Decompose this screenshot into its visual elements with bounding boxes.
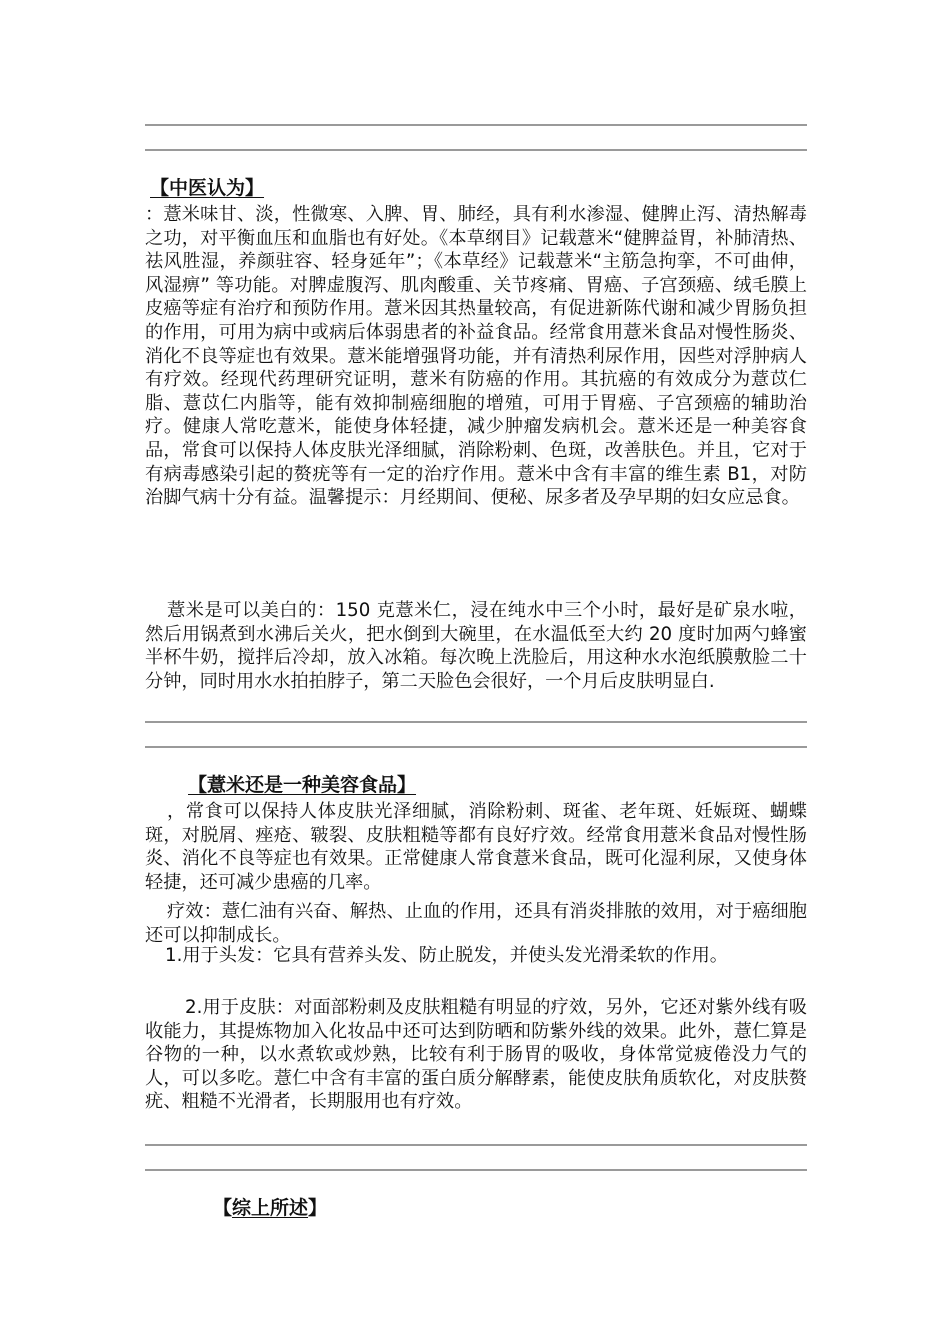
section-heading-beauty-text: 【薏米还是一种美容食品】 (188, 774, 417, 796)
divider-bottom-2 (145, 1169, 807, 1171)
paragraph-tcm-body: ：薏米味甘、淡，性微寒、入脾、胃、肺经，具有利水渗湿、健脾止泻、清热解毒之功，对平衡血压和血脂也有好处。《本草纲目》记载薏米“健脾益胃，补肺清热、祛风胜湿，养颜驻容、轻身延年”；《本草经》记载薏米“主筋急拘挛，不可曲伸，风湿痹” 等功能。对脾虚腹泻、肌肉酸重、关节疼痛、胃癌、子宫颈癌、绒毛膜上皮癌等症有治疗和预防作用。薏米因其热量较高，有促进新陈代谢和减少胃肠负担的作用，可用为病中或病后体弱患者的补益食品。经常食用薏米食品对慢性肠炎、消化不良等症也有效果。薏米能增强肾功能，并有清热利尿作用，因些对浮肿病人有疗效。经现代药理研究证明，薏米有防癌的作用。其抗癌的有效成分为薏苡仁脂、薏苡仁内脂等，能有效抑制癌细胞的增殖，可用于胃癌、子宫颈癌的辅助治疗。健康人常吃薏米，能使身体轻捷，减少肿瘤发病机会。薏米还是一种美容食品，常食可以保持人体皮肤光泽细腻，消除粉刺、色斑，改善肤色。并且，它对于有病毒感染引起的赘疣等有一定的治疗作用。薏米中含有丰富的维生素 B1，对防治脚气病十分有益。温馨提示：月经期间、便秘、尿多者及孕早期的妇女应忌食。 (145, 204, 807, 509)
paragraph-beauty-body: ，常食可以保持人体皮肤光泽细腻，消除粉刺、斑雀、老年斑、妊娠斑、蝴蝶斑，对脱屑、痤疮、皲裂、皮肤粗糙等都有良好疗效。经常食用薏米食品对慢性肠炎、消化不良等症也有效果。正常健康人常食薏米食品，既可化湿利尿，又使身体轻捷，还可减少患癌的几率。 (145, 801, 807, 893)
divider-middle-2 (145, 746, 807, 748)
divider-top-1 (145, 124, 807, 126)
section-heading-tcm-text: 【中医认为】 (150, 177, 265, 199)
paragraph-hair: 1.用于头发：它具有营养头发、防止脱发，并使头发光滑柔软的作用。 (165, 945, 728, 966)
section-heading-summary (213, 1196, 327, 1220)
paragraph-whitening: 薏米是可以美白的：150 克薏米仁，浸在纯水中三个小时，最好是矿泉水啦，然后用锅煮到水沸后关火，把水倒到大碗里，在水温低至大约 20 度时加两勺蜂蜜半杯牛奶，搅拌后冷却，放入冰箱。每次晚上洗脸后，用这种水水泡纸膜敷脸二十分钟，同时用水水拍拍脖子，第二天脸色会很好，一个月后皮肤明显白. (145, 600, 807, 692)
summary-bracket-open: 【 (213, 1197, 233, 1219)
section-heading-tcm (150, 176, 264, 200)
divider-middle-1 (145, 721, 807, 723)
divider-bottom-1 (145, 1144, 807, 1146)
paragraph-skin: 2.用于皮肤：对面部粉刺及皮肤粗糙有明显的疗效，另外，它还对紫外线有吸收能力，其提炼物加入化妆品中还可达到防晒和防紫外线的效果。此外，薏仁算是谷物的一种，以水煮软或炒熟，比较有利于肠胃的吸收，身体常觉疲倦没力气的人，可以多吃。薏仁中含有丰富的蛋白质分解酵素，能使皮肤角质软化，对皮肤赘疣、粗糙不光滑者，长期服用也有疗效。 (145, 997, 807, 1113)
paragraph-efficacy: 疗效：薏仁油有兴奋、解热、止血的作用，还具有消炎排脓的效用，对于癌细胞还可以抑制成长。 (145, 901, 807, 946)
summary-bracket-close: 】 (308, 1197, 328, 1219)
divider-top-2 (145, 149, 807, 151)
section-heading-summary-text: 综上所述 (232, 1197, 309, 1219)
section-heading-beauty (188, 773, 416, 797)
